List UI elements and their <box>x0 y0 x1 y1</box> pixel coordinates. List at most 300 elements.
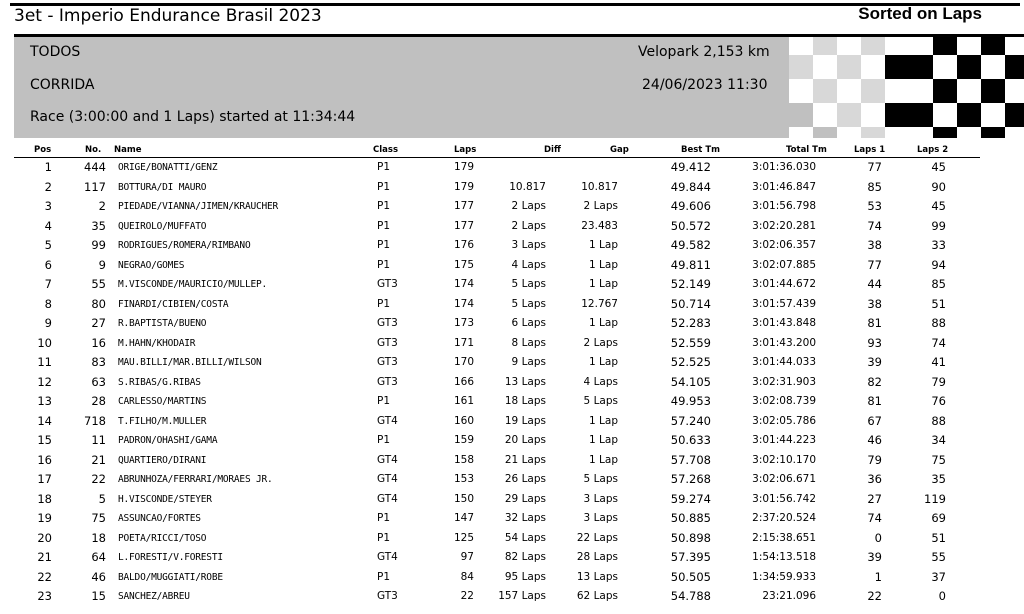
total-time-cell: 3:01:43.848 <box>752 317 816 329</box>
laps-cell: 179 <box>453 180 474 193</box>
track-label: Velopark 2,153 km <box>638 44 770 60</box>
car-number-cell: 11 <box>91 433 106 447</box>
driver-names-cell: H.VISCONDE/STEYER <box>118 493 212 505</box>
laps-1-cell: 0 <box>874 530 882 545</box>
table-row <box>14 295 980 315</box>
flag-square <box>981 34 1005 55</box>
flag-square <box>909 103 933 127</box>
car-number-cell: 64 <box>91 550 106 564</box>
table-row <box>14 217 980 237</box>
flag-square <box>1005 55 1024 79</box>
laps-1-cell: 27 <box>867 491 882 506</box>
laps-2-cell: 55 <box>931 550 946 564</box>
pos-cell: 17 <box>37 472 52 486</box>
laps-1-cell: 85 <box>867 179 882 194</box>
laps-1-cell: 93 <box>867 335 882 350</box>
diff-cell: 157 Laps <box>498 590 546 602</box>
laps-cell: 153 <box>453 473 474 485</box>
flag-square <box>789 55 813 79</box>
gap-cell: 3 Laps <box>583 492 618 505</box>
car-number-cell: 46 <box>91 569 106 584</box>
gap-cell: 1 Lap <box>589 414 618 427</box>
flag-square <box>957 34 981 55</box>
race-info: Race (3:00:00 and 1 Laps) started at 11:34:44 <box>30 109 356 125</box>
pos-cell: 20 <box>37 530 52 545</box>
flag-square <box>957 103 981 127</box>
col-gap: Gap <box>610 145 629 155</box>
driver-names-cell: NEGRAO/GOMES <box>118 259 185 271</box>
flag-square <box>933 55 957 79</box>
pos-cell: 22 <box>37 569 52 584</box>
driver-names-cell: L.FORESTI/V.FORESTI <box>118 552 223 563</box>
col-best-tm: Best Tm <box>681 145 720 155</box>
gap-cell: 1 Lap <box>589 317 618 329</box>
flag-square <box>1005 34 1024 55</box>
flag-square <box>789 103 813 127</box>
total-time-cell: 3:01:44.033 <box>752 356 816 368</box>
pos-cell: 8 <box>44 296 52 311</box>
laps-2-cell: 0 <box>938 589 946 603</box>
car-number-cell: 22 <box>91 472 106 486</box>
group-label: TODOS <box>30 44 81 60</box>
pos-cell: 16 <box>37 452 52 467</box>
gap-cell: 1 Lap <box>589 258 618 271</box>
class-cell: P1 <box>377 531 391 544</box>
gap-cell: 1 Lap <box>589 434 618 446</box>
laps-2-cell: 34 <box>931 433 946 447</box>
class-cell: P1 <box>377 239 391 251</box>
flag-square <box>933 127 957 138</box>
laps-2-cell: 51 <box>931 296 946 311</box>
gap-cell: 28 Laps <box>576 551 618 563</box>
flag-square <box>885 55 909 79</box>
total-time-cell: 3:02:05.786 <box>752 414 816 427</box>
table-row <box>14 334 980 354</box>
laps-2-cell: 74 <box>931 335 946 350</box>
diff-cell: 19 Laps <box>504 414 546 427</box>
flag-square <box>813 79 837 103</box>
table-row <box>14 470 980 490</box>
gap-cell: 13 Laps <box>576 570 618 583</box>
class-cell: P1 <box>377 395 391 407</box>
best-time-cell: 52.283 <box>670 316 711 330</box>
car-number-cell: 83 <box>91 355 106 369</box>
gap-cell: 5 Laps <box>583 473 618 485</box>
gap-cell: 2 Laps <box>583 336 618 349</box>
table-row <box>14 275 980 295</box>
pos-cell: 14 <box>37 413 52 428</box>
total-time-cell: 3:01:46.847 <box>752 180 816 193</box>
flag-square <box>885 79 909 103</box>
flag-square <box>909 79 933 103</box>
diff-cell: 10.817 <box>509 180 546 193</box>
laps-cell: 175 <box>453 258 474 271</box>
laps-cell: 174 <box>453 297 474 310</box>
flag-square <box>957 79 981 103</box>
laps-cell: 177 <box>453 200 474 212</box>
class-cell: P1 <box>377 570 391 583</box>
diff-cell: 9 Laps <box>511 356 546 368</box>
driver-names-cell: FINARDI/CIBIEN/COSTA <box>118 298 229 310</box>
car-number-cell: 2 <box>98 199 106 213</box>
driver-names-cell: QUEIROLO/MUFFATO <box>118 220 207 232</box>
diff-cell: 2 Laps <box>511 219 546 232</box>
driver-names-cell: PIEDADE/VIANNA/JIMEN/KRAUCHER <box>118 201 279 212</box>
table-row <box>14 412 980 432</box>
table-row <box>14 548 980 568</box>
flag-square <box>861 127 885 138</box>
diff-cell: 54 Laps <box>504 531 546 544</box>
class-cell: P1 <box>377 180 391 193</box>
driver-names-cell: M.HAHN/KHODAIR <box>118 337 196 349</box>
total-time-cell: 3:02:20.281 <box>752 219 816 232</box>
diff-cell: 82 Laps <box>504 551 546 563</box>
col-laps1: Laps 1 <box>854 145 886 155</box>
laps-2-cell: 88 <box>931 413 946 428</box>
total-time-cell: 23:21.096 <box>762 590 816 602</box>
col-name: Name <box>114 145 142 155</box>
total-time-cell: 3:01:56.798 <box>752 200 816 212</box>
flag-square <box>981 103 1005 127</box>
laps-cell: 150 <box>453 492 474 505</box>
car-number-cell: 16 <box>91 335 106 350</box>
driver-names-cell: SANCHEZ/ABREU <box>118 591 190 602</box>
best-time-cell: 49.412 <box>670 160 711 174</box>
best-time-cell: 50.505 <box>670 569 711 584</box>
laps-cell: 147 <box>453 512 474 524</box>
best-time-cell: 49.811 <box>670 257 711 272</box>
car-number-cell: 718 <box>84 413 106 428</box>
best-time-cell: 57.240 <box>670 413 711 428</box>
diff-cell: 21 Laps <box>504 453 546 466</box>
laps-cell: 97 <box>460 551 474 563</box>
pos-cell: 21 <box>37 550 52 564</box>
flag-square <box>813 34 837 55</box>
diff-cell: 18 Laps <box>504 395 546 407</box>
car-number-cell: 27 <box>91 316 106 330</box>
laps-1-cell: 46 <box>867 433 882 447</box>
flag-square <box>909 55 933 79</box>
laps-cell: 125 <box>453 531 474 544</box>
driver-names-cell: MAU.BILLI/MAR.BILLI/WILSON <box>118 357 262 368</box>
laps-1-cell: 1 <box>874 569 882 584</box>
flag-square <box>957 127 981 138</box>
total-time-cell: 3:02:31.903 <box>752 375 816 388</box>
laps-2-cell: 45 <box>931 160 946 174</box>
car-number-cell: 75 <box>91 511 106 525</box>
total-time-cell: 3:01:56.742 <box>752 492 816 505</box>
gap-cell: 1 Lap <box>589 453 618 466</box>
pos-cell: 15 <box>37 433 52 447</box>
class-cell: GT4 <box>377 414 398 427</box>
car-number-cell: 18 <box>91 530 106 545</box>
laps-cell: 161 <box>453 395 474 407</box>
best-time-cell: 59.274 <box>670 491 711 506</box>
gap-cell: 1 Lap <box>589 356 618 368</box>
laps-cell: 159 <box>453 434 474 446</box>
flag-square <box>1005 103 1024 127</box>
table-row <box>14 256 980 276</box>
laps-1-cell: 74 <box>867 218 882 233</box>
class-cell: P1 <box>377 297 391 310</box>
laps-cell: 174 <box>453 278 474 290</box>
datetime-label: 24/06/2023 11:30 <box>642 77 768 93</box>
pos-cell: 11 <box>37 355 52 369</box>
total-time-cell: 1:34:59.933 <box>752 570 816 583</box>
laps-1-cell: 38 <box>867 296 882 311</box>
gap-cell: 3 Laps <box>583 512 618 524</box>
driver-names-cell: QUARTIERO/DIRANI <box>118 454 207 466</box>
table-row <box>14 158 980 178</box>
flag-square <box>813 103 837 127</box>
class-cell: GT4 <box>377 473 398 485</box>
flag-square <box>837 127 861 138</box>
diff-cell: 13 Laps <box>504 375 546 388</box>
flag-square <box>813 55 837 79</box>
col-laps: Laps <box>454 145 477 155</box>
diff-cell: 26 Laps <box>504 473 546 485</box>
class-cell: GT3 <box>377 278 398 290</box>
laps-2-cell: 119 <box>924 491 946 506</box>
laps-2-cell: 33 <box>931 238 946 252</box>
table-row <box>14 529 980 549</box>
laps-cell: 158 <box>453 453 474 466</box>
best-time-cell: 52.149 <box>670 277 711 291</box>
flag-square <box>837 103 861 127</box>
diff-cell: 95 Laps <box>504 570 546 583</box>
driver-names-cell: PADRON/OHASHI/GAMA <box>118 435 218 446</box>
flag-square <box>933 103 957 127</box>
flag-square <box>861 103 885 127</box>
car-number-cell: 117 <box>84 179 106 194</box>
diff-cell: 32 Laps <box>504 512 546 524</box>
class-cell: P1 <box>377 200 391 212</box>
class-cell: GT4 <box>377 453 398 466</box>
class-cell: P1 <box>377 258 391 271</box>
table-row <box>14 451 980 471</box>
laps-1-cell: 44 <box>867 277 882 291</box>
laps-1-cell: 39 <box>867 550 882 564</box>
car-number-cell: 15 <box>91 589 106 603</box>
gap-cell: 5 Laps <box>583 395 618 407</box>
flag-square <box>837 55 861 79</box>
car-number-cell: 5 <box>98 491 106 506</box>
flag-square <box>909 34 933 55</box>
table-row <box>14 197 980 217</box>
best-time-cell: 49.844 <box>670 179 711 194</box>
driver-names-cell: T.FILHO/M.MULLER <box>118 415 207 427</box>
laps-cell: 84 <box>460 570 474 583</box>
flag-square <box>813 127 837 138</box>
laps-2-cell: 76 <box>931 394 946 408</box>
gap-cell: 1 Lap <box>589 278 618 290</box>
car-number-cell: 9 <box>98 257 106 272</box>
flag-square <box>789 79 813 103</box>
laps-cell: 170 <box>453 356 474 368</box>
laps-1-cell: 81 <box>867 316 882 330</box>
laps-2-cell: 37 <box>931 569 946 584</box>
car-number-cell: 80 <box>91 296 106 311</box>
flag-square <box>861 55 885 79</box>
laps-1-cell: 67 <box>867 413 882 428</box>
class-cell: P1 <box>377 434 391 446</box>
table-row <box>14 178 980 198</box>
pos-cell: 23 <box>37 589 52 603</box>
page-title: 3et - Imperio Endurance Brasil 2023 <box>14 6 322 26</box>
driver-names-cell: BOTTURA/DI MAURO <box>118 181 207 193</box>
driver-names-cell: ORIGE/BONATTI/GENZ <box>118 162 218 173</box>
pos-cell: 13 <box>37 394 52 408</box>
laps-1-cell: 77 <box>867 160 882 174</box>
flag-square <box>1005 79 1024 103</box>
table-row <box>14 314 980 334</box>
sort-label: Sorted on Laps <box>858 4 982 23</box>
laps-1-cell: 39 <box>867 355 882 369</box>
laps-1-cell: 53 <box>867 199 882 213</box>
pos-cell: 5 <box>44 238 52 252</box>
laps-2-cell: 35 <box>931 472 946 486</box>
col-no: No. <box>85 145 102 155</box>
laps-2-cell: 69 <box>931 511 946 525</box>
table-header <box>14 144 980 158</box>
car-number-cell: 21 <box>91 452 106 467</box>
table-row <box>14 431 980 451</box>
table-row <box>14 587 980 607</box>
flag-square <box>933 79 957 103</box>
col-total-tm: Total Tm <box>786 145 827 155</box>
gap-cell: 12.767 <box>581 297 618 310</box>
driver-names-cell: BALDO/MUGGIATI/ROBE <box>118 571 223 583</box>
class-cell: GT3 <box>377 590 398 602</box>
total-time-cell: 3:01:36.030 <box>752 161 816 173</box>
gap-cell: 2 Laps <box>583 200 618 212</box>
best-time-cell: 49.582 <box>670 238 711 252</box>
pos-cell: 3 <box>44 199 52 213</box>
diff-cell: 5 Laps <box>511 297 546 310</box>
flag-square <box>885 127 909 138</box>
table-row <box>14 392 980 412</box>
table-row <box>14 373 980 393</box>
col-pos: Pos <box>34 145 52 155</box>
total-time-cell: 2:37:20.524 <box>752 512 816 524</box>
laps-1-cell: 22 <box>867 589 882 603</box>
table-row <box>14 490 980 510</box>
best-time-cell: 49.606 <box>670 199 711 213</box>
driver-names-cell: R.BAPTISTA/BUENO <box>118 318 207 329</box>
diff-cell: 29 Laps <box>504 492 546 505</box>
pos-cell: 9 <box>44 316 52 330</box>
flag-square <box>909 127 933 138</box>
laps-1-cell: 74 <box>867 511 882 525</box>
pos-cell: 10 <box>37 335 52 350</box>
col-laps2: Laps 2 <box>917 145 949 155</box>
best-time-cell: 52.559 <box>670 335 711 350</box>
car-number-cell: 35 <box>91 218 106 233</box>
total-time-cell: 1:54:13.518 <box>752 551 816 563</box>
best-time-cell: 54.105 <box>670 374 711 389</box>
col-diff: Diff <box>544 145 561 155</box>
pos-cell: 1 <box>44 160 52 174</box>
laps-cell: 177 <box>453 219 474 232</box>
laps-cell: 160 <box>453 414 474 427</box>
car-number-cell: 55 <box>91 277 106 291</box>
table-row <box>14 509 980 529</box>
diff-cell: 2 Laps <box>511 200 546 212</box>
gap-cell: 10.817 <box>581 180 618 193</box>
laps-2-cell: 88 <box>931 316 946 330</box>
laps-1-cell: 36 <box>867 472 882 486</box>
total-time-cell: 3:02:06.671 <box>752 473 816 485</box>
driver-names-cell: ABRUNHOZA/FERRARI/MORAES JR. <box>118 474 273 485</box>
total-time-cell: 3:02:10.170 <box>752 453 816 466</box>
laps-cell: 166 <box>453 375 474 388</box>
laps-1-cell: 82 <box>867 374 882 389</box>
laps-1-cell: 77 <box>867 257 882 272</box>
laps-cell: 179 <box>453 161 474 173</box>
laps-cell: 171 <box>453 336 474 349</box>
pos-cell: 2 <box>44 179 52 194</box>
laps-1-cell: 81 <box>867 394 882 408</box>
pos-cell: 4 <box>44 218 52 233</box>
total-time-cell: 3:01:57.439 <box>752 297 816 310</box>
flag-square <box>837 79 861 103</box>
laps-1-cell: 38 <box>867 238 882 252</box>
class-cell: GT3 <box>377 317 398 329</box>
driver-names-cell: ASSUNCAO/FORTES <box>118 513 201 524</box>
best-time-cell: 52.525 <box>670 355 711 369</box>
session-label: CORRIDA <box>30 77 95 93</box>
pos-cell: 19 <box>37 511 52 525</box>
gap-cell: 23.483 <box>581 219 618 232</box>
total-time-cell: 3:01:44.672 <box>752 278 816 290</box>
laps-2-cell: 99 <box>931 218 946 233</box>
diff-cell: 3 Laps <box>511 239 546 251</box>
laps-2-cell: 94 <box>931 257 946 272</box>
car-number-cell: 444 <box>84 160 106 174</box>
flag-square <box>981 79 1005 103</box>
flag-square <box>861 34 885 55</box>
best-time-cell: 57.395 <box>670 550 711 564</box>
gap-cell: 22 Laps <box>576 531 618 544</box>
class-cell: GT4 <box>377 551 398 563</box>
flag-square <box>837 34 861 55</box>
checkered-flag-icon <box>789 37 1024 138</box>
class-cell: P1 <box>377 219 391 232</box>
best-time-cell: 57.708 <box>670 452 711 467</box>
total-time-cell: 3:02:06.357 <box>752 239 816 251</box>
laps-2-cell: 51 <box>931 530 946 545</box>
diff-cell: 6 Laps <box>511 317 546 329</box>
class-cell: GT3 <box>377 375 398 388</box>
best-time-cell: 57.268 <box>670 472 711 486</box>
car-number-cell: 99 <box>91 238 106 252</box>
gap-cell: 1 Lap <box>589 239 618 251</box>
class-cell: P1 <box>377 161 391 173</box>
total-time-cell: 2:15:38.651 <box>752 531 816 544</box>
flag-square <box>981 55 1005 79</box>
flag-square <box>1005 127 1024 138</box>
flag-square <box>885 34 909 55</box>
laps-2-cell: 79 <box>931 374 946 389</box>
driver-names-cell: M.VISCONDE/MAURICIO/MULLEP. <box>118 279 268 290</box>
flag-square <box>933 34 957 55</box>
class-cell: P1 <box>377 512 391 524</box>
pos-cell: 12 <box>37 374 52 389</box>
pos-cell: 18 <box>37 491 52 506</box>
total-time-cell: 3:02:07.885 <box>752 258 816 271</box>
col-class: Class <box>373 145 399 155</box>
class-cell: GT4 <box>377 492 398 505</box>
